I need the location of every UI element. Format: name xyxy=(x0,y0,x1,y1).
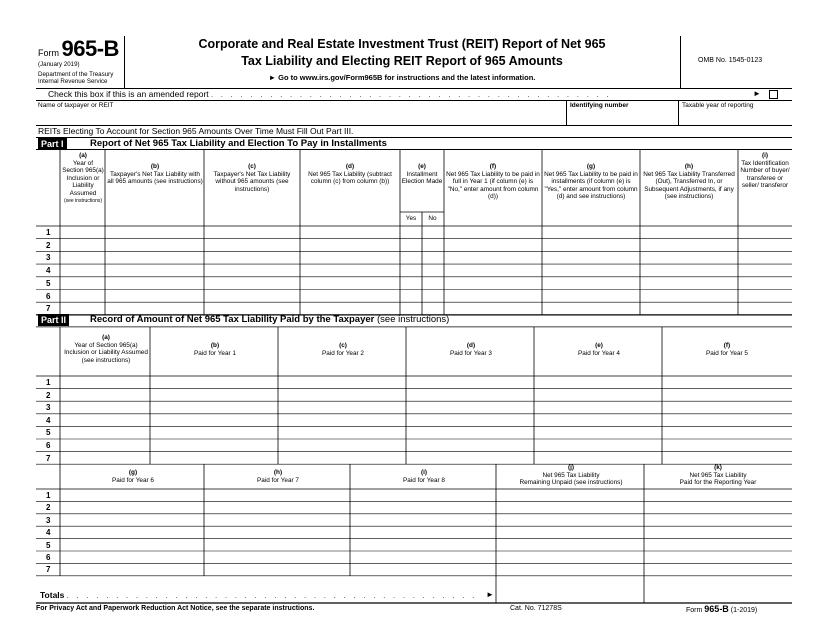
p2-col-g-head xyxy=(62,469,204,484)
p1-col-i-head xyxy=(739,152,791,190)
p1-col-e-letter: (e) xyxy=(418,163,426,170)
p1-col-h-letter: (h) xyxy=(684,163,694,170)
p1-col-c-text: Taxpayer's Net Tax Liability without 965 amounts (see instructions) xyxy=(213,170,291,193)
p2-col-f-letter: (f) xyxy=(723,342,731,349)
p2-col-h-text: Paid for Year 7 xyxy=(257,476,299,484)
part2-title: Record of Amount of Net 965 Tax Liability Paid by the Taxpayer xyxy=(90,314,375,325)
p2-col-e-letter: (e) xyxy=(595,342,603,349)
p2-col-a-letter: (a) xyxy=(102,334,110,341)
p2-col-j-letter: (j) xyxy=(567,464,575,471)
form-number: 965-B xyxy=(61,36,119,61)
p2-col-h-letter: (h) xyxy=(273,469,283,476)
part1-label: Part I xyxy=(38,138,67,150)
p1-col-e-text: Installment Election Made xyxy=(401,170,443,186)
p1-row-number: 5 xyxy=(46,278,51,288)
part2-title-note: (see instructions) xyxy=(377,314,450,325)
p1-col-c-head xyxy=(205,163,299,193)
totals-label: Totals xyxy=(40,590,65,600)
footer-form-number: 965-B xyxy=(704,604,729,614)
p2-lower-row-number: 1 xyxy=(46,491,51,500)
p1-col-e-yes: Yes xyxy=(405,215,417,222)
p1-col-d-head xyxy=(302,163,398,186)
p1-col-e-no: No xyxy=(428,215,437,222)
omb-number: OMB No. 1545-0123 xyxy=(698,57,763,64)
reit-note: REITs Electing To Account for Section 965 Amounts Over Time Must Fill Out Part III. xyxy=(38,126,354,136)
p2-col-d-text: Paid for Year 3 xyxy=(450,349,492,357)
title-line1: Corporate and Real Estate Investment Trust (REIT) Report of Net 965 xyxy=(198,37,606,51)
p2-lower-row-number: 4 xyxy=(46,528,51,538)
p2-col-b-letter: (b) xyxy=(210,342,220,349)
p2-col-k-head xyxy=(646,464,790,487)
p1-col-h-text: Net 965 Tax Liability Transferred (Out), Transferred In, or Subsequent Adjustments, if any (see instructions) xyxy=(643,170,735,201)
p1-row-number: 3 xyxy=(46,253,51,263)
revision-date: (January 2019) xyxy=(38,61,80,68)
p2-col-j-text1: Net 965 Tax Liability xyxy=(542,471,600,479)
p2-col-i-head xyxy=(352,469,496,484)
p2-row-number: 3 xyxy=(46,403,51,413)
amended-row: Check this box if this is an amended report . . . . . . . . . . . . . . . . . . . . . . . . . . . . . . . . . . . . . . . . . xyxy=(48,89,612,99)
p2-col-a-text: Year of Section 965(a) Inclusion or Liability Assumed (see instructions) xyxy=(64,341,148,364)
dept-line1: Department of the Treasury xyxy=(38,71,114,78)
cat-number: Cat. No. 71278S xyxy=(510,605,562,612)
totals-arrow: ► xyxy=(486,590,494,599)
p1-col-g-text: Net 965 Tax Liability to be paid in installments (if column (e) is "Yes," enter amount from column (d) and see instructions) xyxy=(544,170,638,201)
p1-col-i-letter: (i) xyxy=(761,152,769,159)
p1-col-d-letter: (d) xyxy=(345,163,355,170)
p1-col-e-head xyxy=(400,163,444,186)
p2-lower-row-number: 2 xyxy=(46,503,51,513)
p2-row-number: 2 xyxy=(46,390,51,400)
p2-col-h-head xyxy=(206,469,350,484)
amended-arrow: ► xyxy=(753,89,761,98)
p1-row-number: 1 xyxy=(46,228,51,237)
p2-col-j-head xyxy=(498,464,644,487)
p2-row-number: 4 xyxy=(46,415,51,425)
p2-row-number: 1 xyxy=(46,378,51,387)
part2-label: Part II xyxy=(38,314,69,326)
part2-title-row xyxy=(90,314,449,325)
p1-row-number: 6 xyxy=(46,291,51,301)
p2-col-k-text1: Net 965 Tax Liability xyxy=(689,471,747,479)
p2-col-d-letter: (d) xyxy=(466,342,476,349)
p1-col-d-text: Net 965 Tax Liability (subtract column (c) from column (b)) xyxy=(308,170,392,186)
p2-row-number: 5 xyxy=(46,428,51,438)
taxable-year-label: Taxable year of reporting xyxy=(682,102,754,109)
p1-col-a-note: (see instructions) xyxy=(63,197,103,204)
identifying-number-label: Identifying number xyxy=(570,102,629,109)
p1-col-a-letter: (a) xyxy=(79,152,87,159)
p2-col-i-text: Paid for Year 8 xyxy=(403,476,445,484)
taxpayer-name-label: Name of taxpayer or REIT xyxy=(38,102,114,109)
p1-row-number: 4 xyxy=(46,266,51,276)
p2-col-j-text2: Remaining Unpaid (see instructions) xyxy=(519,479,623,487)
p2-col-c-text: Paid for Year 2 xyxy=(322,349,364,357)
p2-col-f-text: Paid for Year 5 xyxy=(706,349,748,357)
p1-row-number: 2 xyxy=(46,240,51,250)
p2-col-k-text2: Paid for the Reporting Year xyxy=(679,479,757,487)
p2-col-b-text: Paid for Year 1 xyxy=(194,349,236,357)
p2-col-k-letter: (k) xyxy=(714,464,722,471)
p1-col-b-letter: (b) xyxy=(150,163,160,170)
p2-lower-row-number: 5 xyxy=(46,540,51,550)
p2-col-i-letter: (i) xyxy=(420,469,428,476)
p1-col-b-text: Taxpayer's Net Tax Liability with all 965 amounts (see instructions) xyxy=(107,170,203,186)
amended-label: Check this box if this is an amended report xyxy=(48,89,209,99)
footer-form-id xyxy=(686,604,757,614)
p2-col-g-text: Paid for Year 6 xyxy=(112,476,154,484)
p1-col-a-head xyxy=(62,152,104,205)
footer-form-rev: (1-2019) xyxy=(730,607,758,614)
p1-col-g-head xyxy=(543,163,639,201)
p1-col-g-letter: (g) xyxy=(586,163,596,170)
totals-paid-input[interactable] xyxy=(646,583,790,603)
part1-title: Report of Net 965 Tax Liability and Election To Pay in Installments xyxy=(90,138,387,149)
footer-form-prefix: Form xyxy=(686,607,703,614)
p1-col-h-head xyxy=(642,163,736,201)
p2-col-g-letter: (g) xyxy=(128,469,138,476)
p1-col-i-text: Tax Identification Number of buyer/ transferee or seller/ transferor xyxy=(740,159,790,190)
totals-remaining-input[interactable] xyxy=(500,583,644,603)
p2-lower-row-number: 7 xyxy=(46,565,51,575)
p1-col-f-letter: (f) xyxy=(489,163,497,170)
p2-col-e-text: Paid for Year 4 xyxy=(578,349,620,357)
goto-instructions: ► Go to www.irs.gov/Form965B for instructions and the latest information. xyxy=(268,73,536,82)
p1-col-b-head xyxy=(107,163,203,186)
p2-row-number: 7 xyxy=(46,453,51,463)
p2-col-a-head xyxy=(62,334,150,364)
p1-row-number: 7 xyxy=(46,304,51,314)
dept-line2: Internal Revenue Service xyxy=(38,78,108,85)
privacy-notice: For Privacy Act and Paperwork Reduction Act Notice, see the separate instructions. xyxy=(36,605,315,612)
p2-col-d-head xyxy=(408,342,534,357)
title-line2: Tax Liability and Electing REIT Report of 965 Amounts xyxy=(241,54,563,68)
p2-col-e-head xyxy=(536,342,662,357)
p2-lower-row-number: 3 xyxy=(46,515,51,525)
p1-col-c-letter: (c) xyxy=(248,163,256,170)
p2-col-c-head xyxy=(280,342,406,357)
p2-col-f-head xyxy=(664,342,790,357)
p2-col-c-letter: (c) xyxy=(339,342,347,349)
totals-row: Totals . . . . . . . . . . . . . . . . . . . . . . . . . . . . . . . . . . . . . . . . . . xyxy=(40,590,478,600)
p2-lower-row-number: 6 xyxy=(46,553,51,562)
p1-col-f-head xyxy=(446,163,540,201)
form-word: Form xyxy=(38,48,59,58)
p2-row-number: 6 xyxy=(46,441,51,450)
p1-col-f-text: Net 965 Tax Liability to be paid in full in Year 1 (if column (e) is "No," enter amount from column (d)) xyxy=(446,170,540,201)
p1-col-a-text: Year of Section 965(a) Inclusion or Liability Assumed xyxy=(62,159,104,197)
p2-col-b-head xyxy=(152,342,278,357)
